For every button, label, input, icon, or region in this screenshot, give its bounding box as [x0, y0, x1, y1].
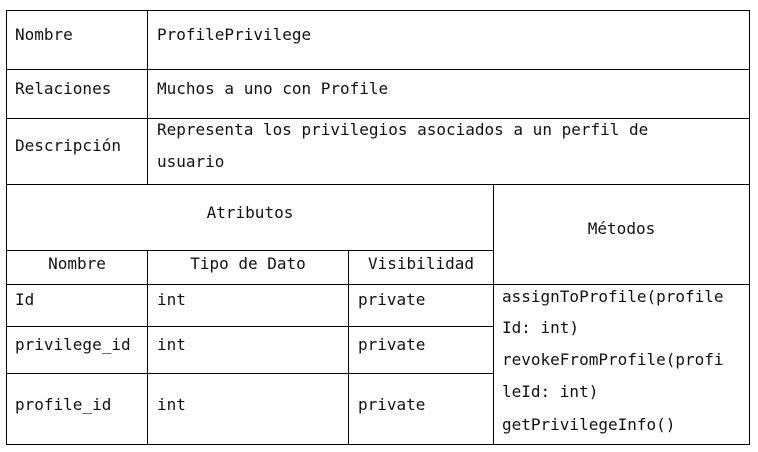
rule	[6, 326, 493, 327]
metodo-line: getPrivilegeInfo()	[502, 415, 676, 434]
relaciones-value: Muchos a uno con Profile	[157, 79, 389, 98]
metodo-line: leId: int)	[502, 382, 599, 401]
atributos-title: Atributos	[206, 203, 294, 222]
rule	[6, 444, 750, 445]
rule	[749, 10, 750, 445]
rule	[6, 184, 750, 185]
table-row-cell: privilege_id	[15, 335, 131, 354]
metodo-line: assignToProfile(profile	[502, 287, 724, 306]
relaciones-label: Relaciones	[15, 79, 112, 98]
nombre-label: Nombre	[15, 25, 73, 44]
table-row-cell: int	[157, 395, 186, 414]
table-row-cell: int	[157, 290, 186, 309]
header-nombre: Nombre	[48, 254, 106, 273]
metodo-line: Id: int)	[502, 318, 580, 337]
header-tipo: Tipo de Dato	[190, 254, 306, 273]
descripcion-value-line2: usuario	[157, 152, 225, 171]
rule	[6, 10, 750, 11]
table-row-cell: private	[358, 335, 426, 354]
descripcion-label: Descripción	[15, 136, 121, 155]
header-visibilidad: Visibilidad	[368, 254, 474, 273]
table-row-cell: private	[358, 395, 426, 414]
table-row-cell: profile_id	[15, 395, 112, 414]
rule	[6, 373, 493, 374]
rule	[6, 69, 750, 70]
table-row-cell: Id	[15, 290, 35, 309]
metodo-line: revokeFromProfile(profi	[502, 350, 724, 369]
table-row-cell: int	[157, 335, 186, 354]
rule	[147, 10, 148, 185]
table-row-cell: private	[358, 290, 426, 309]
descripcion-value-line1: Representa los privilegios asociados a un perfil de	[157, 120, 649, 139]
metodos-title: Métodos	[587, 219, 656, 238]
nombre-value: ProfilePrivilege	[157, 25, 312, 44]
